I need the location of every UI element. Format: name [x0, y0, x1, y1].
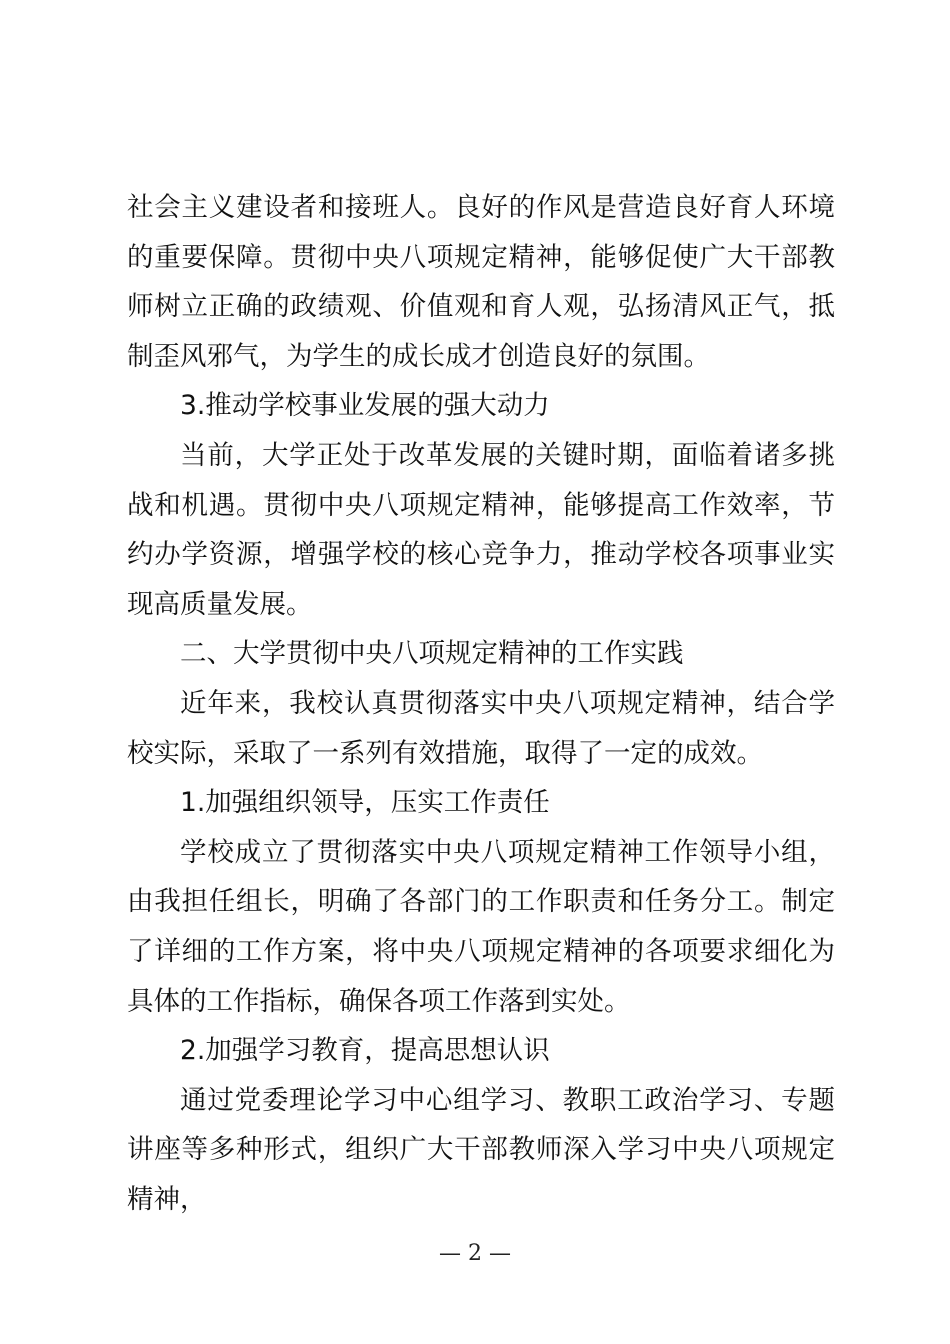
- paragraph-body: 通过党委理论学习中心组学习、教职工政治学习、专题讲座等多种形式，组织广大干部教师深入学习中央八项规定精神，: [127, 1084, 835, 1215]
- paragraph-body: 近年来，我校认真贯彻落实中央八项规定精神，结合学校实际，采取了一系列有效措施，取得了一定的成效。: [127, 687, 835, 769]
- document-body: [127, 183, 835, 1224]
- section-heading-3: 3.推动学校事业发展的强大动力: [180, 390, 550, 422]
- paragraph-continuation: 社会主义建设者和接班人。良好的作风是营造良好育人环境的重要保障。贯彻中央八项规定精神，能够促使广大干部教师树立正确的政绩观、价值观和育人观，弘扬清风正气，抵制歪风邪气，为学生的成长成才创造良好的氛围。: [127, 192, 835, 372]
- section-heading-2: 2.加强学习教育，提高思想认识: [180, 1035, 550, 1067]
- chapter-heading-2: 二、大学贯彻中央八项规定精神的工作实践: [180, 638, 684, 670]
- section-heading-1: 1.加强组织领导，压实工作责任: [180, 787, 550, 819]
- paragraph-body: 学校成立了贯彻落实中央八项规定精神工作领导小组，由我担任组长，明确了各部门的工作职责和任务分工。制定了详细的工作方案，将中央八项规定精神的各项要求细化为具体的工作指标，确保各项工作落到实处。: [127, 836, 835, 1017]
- paragraph-body: 当前，大学正处于改革发展的关键时期，面临着诸多挑战和机遇。贯彻中央八项规定精神，能够提高工作效率，节约办学资源，增强学校的核心竞争力，推动学校各项事业实现高质量发展。: [127, 439, 835, 620]
- page-number: — 2 —: [439, 1241, 511, 1266]
